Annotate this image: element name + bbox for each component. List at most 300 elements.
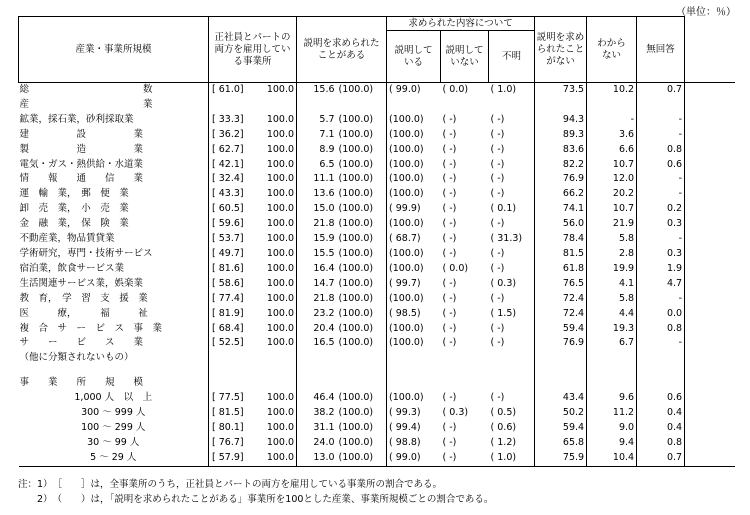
- cell-c5: ( 68.7): [389, 233, 421, 245]
- cell-c10: -: [637, 232, 685, 247]
- row-label: 不動産業，物品賃貸業: [19, 232, 209, 247]
- cell-c2: 100.0: [249, 83, 297, 98]
- cell-c4: [337, 376, 387, 391]
- cell-c9: 6.6: [587, 143, 637, 158]
- cell-c10: 0.8: [637, 436, 685, 451]
- cell-c10: -: [637, 187, 685, 202]
- cell-c5: ( 99.4): [389, 421, 421, 433]
- cell-c10: -: [637, 292, 685, 307]
- cell-c2: 100.0: [249, 158, 297, 173]
- cell-c9: 5.8: [587, 232, 637, 247]
- table-row: [19, 322, 735, 337]
- cell-c5: ( 99.7): [389, 277, 421, 289]
- cell-c4: (100.0): [337, 172, 387, 187]
- table-row: [19, 128, 735, 143]
- cell-c1: [ 53.7]: [212, 233, 244, 245]
- cell-c1: [ 81.6]: [212, 262, 244, 274]
- cell-pad: [685, 391, 735, 406]
- cell-c2: 100.0: [249, 421, 297, 436]
- cell-c10: -: [637, 172, 685, 187]
- cell-c5: (100.0): [389, 188, 424, 200]
- cell-c7: ( -): [489, 143, 535, 158]
- cell-c7: ( -): [489, 247, 535, 262]
- cell-c7: ( -): [489, 336, 535, 351]
- table-row: [19, 277, 735, 292]
- row-label: 情 報 通 信 業: [19, 172, 209, 187]
- cell-pad: [685, 128, 735, 143]
- cell-c4: (100.0): [337, 247, 387, 262]
- cell-c1: [ 62.7]: [212, 143, 244, 155]
- cell-c5: (100.0): [389, 113, 424, 125]
- cell-c5: ( 98.8): [389, 436, 421, 448]
- cell-c10: -: [637, 128, 685, 143]
- cell-c5: (100.0): [389, 158, 424, 170]
- cell-c10: 0.3: [637, 217, 685, 232]
- cell-c9: 5.8: [587, 292, 637, 307]
- cell-c7: ( -): [489, 391, 535, 406]
- cell-c5: (100.0): [389, 128, 424, 140]
- cell-pad: [685, 158, 735, 173]
- table-row: [19, 202, 735, 217]
- cell-c6: ( -): [442, 337, 457, 349]
- table-row: [19, 351, 735, 366]
- cell-c6: ( -): [442, 233, 457, 245]
- cell-c5: ( 99.0): [387, 451, 441, 466]
- row-label: 30 ～ 99 人: [19, 436, 209, 451]
- cell-c5: (100.0): [389, 143, 424, 155]
- cell-c4: (100.0): [337, 391, 387, 406]
- cell-c5: [387, 351, 441, 366]
- cell-c1: [ 49.7]: [212, 247, 244, 259]
- cell-c6: ( 0.3): [442, 407, 469, 419]
- footnote-2: 2） （ ）は，「説明を求められたことがある」事業所を100とした産業、事業所規模ごとの割合である。: [18, 494, 494, 505]
- table-row: [19, 391, 735, 406]
- cell-c1: [ 57.9]: [209, 451, 249, 466]
- cell-c7: ( 1.0): [489, 451, 535, 466]
- cell-c3: 23.2: [313, 307, 335, 319]
- cell-pad: [685, 436, 735, 451]
- cell-c4: (100.0): [337, 217, 387, 232]
- cell-c2: 100.0: [249, 406, 297, 421]
- cell-c1: [209, 98, 249, 113]
- cell-c4: [337, 351, 387, 366]
- cell-c5: (100.0): [389, 262, 424, 274]
- cell-c8: 81.5: [535, 247, 587, 262]
- cell-pad: [685, 98, 735, 113]
- cell-c3: 21.8: [313, 292, 335, 304]
- header-not-explained: 説明していない: [441, 31, 489, 83]
- cell-c8: 66.2: [535, 187, 587, 202]
- cell-c1: [ 52.5]: [212, 337, 244, 349]
- cell-c10: 0.2: [637, 202, 685, 217]
- cell-pad: [685, 113, 735, 128]
- row-label: 運 輸 業， 郵 便 業: [19, 187, 209, 202]
- cell-pad: [685, 376, 735, 391]
- cell-c2: 100.0: [249, 336, 297, 351]
- cell-c7: ( 1.0): [489, 83, 535, 98]
- cell-c2: 100.0: [249, 391, 297, 406]
- header-category: 産業・事業所規模: [19, 17, 209, 83]
- cell-c3: 7.1: [319, 128, 335, 140]
- row-label: サ ー ビ ス 業: [19, 336, 209, 351]
- row-label: 300 ～ 999 人: [19, 406, 209, 421]
- cell-c4: (100.0): [337, 292, 387, 307]
- row-label: 総 数: [19, 83, 209, 98]
- cell-pad: [685, 277, 735, 292]
- cell-c9: 11.2: [587, 406, 637, 421]
- cell-c4: (100.0): [337, 232, 387, 247]
- row-label: 5 ～ 29 人: [19, 451, 209, 466]
- table-row: [19, 187, 735, 202]
- cell-c8: 73.5: [535, 83, 587, 98]
- cell-c6: ( -): [441, 451, 489, 466]
- row-label: 産 業: [19, 98, 209, 113]
- cell-c8: [535, 351, 587, 366]
- cell-pad: [685, 262, 735, 277]
- cell-c6: ( -): [442, 203, 457, 215]
- cell-c2: 100.0: [249, 232, 297, 247]
- row-label: （他に分類されないもの）: [19, 351, 209, 366]
- cell-c9: 20.2: [587, 187, 637, 202]
- cell-c5: (100.0): [389, 322, 424, 334]
- table-row: [19, 262, 735, 277]
- cell-c7: ( 0.6): [489, 421, 535, 436]
- cell-c4: (100.0): [337, 277, 387, 292]
- cell-c2: 100.0: [249, 202, 297, 217]
- row-label: 卸 売 業， 小 売 業: [19, 202, 209, 217]
- cell-c2: 100.0: [249, 128, 297, 143]
- cell-c7: ( -): [489, 158, 535, 173]
- cell-c3: 46.4: [313, 392, 335, 404]
- cell-c9: 10.2: [587, 83, 637, 98]
- cell-pad: [685, 202, 735, 217]
- cell-c3: 5.7: [319, 113, 335, 125]
- cell-c8: 59.4: [535, 322, 587, 337]
- cell-c8: [535, 376, 587, 391]
- cell-c3: 24.0: [313, 436, 335, 448]
- row-label: 生活関連サービス業，娯楽業: [19, 277, 209, 292]
- cell-c7: ( -): [489, 187, 535, 202]
- cell-c6: ( -): [442, 322, 457, 334]
- cell-c9: [587, 98, 637, 113]
- cell-c10: 1.9: [637, 262, 685, 277]
- table-row: [19, 232, 735, 247]
- cell-c3: 38.2: [313, 407, 335, 419]
- cell-c9: 3.6: [587, 128, 637, 143]
- header-no-answer: 無回答: [637, 17, 685, 83]
- row-label: 鉱業，採石業，砂利採取業: [19, 113, 209, 128]
- cell-c4: (100.0): [337, 336, 387, 351]
- cell-c8: 83.6: [535, 143, 587, 158]
- cell-pad: [685, 217, 735, 232]
- cell-c8: 59.4: [535, 421, 587, 436]
- cell-c1: [ 81.9]: [212, 307, 244, 319]
- cell-c4: (100.0): [337, 187, 387, 202]
- cell-c5: (100.0): [389, 292, 424, 304]
- cell-c2: 100.0: [249, 307, 297, 322]
- cell-c8: 82.2: [535, 158, 587, 173]
- cell-c10: 0.8: [637, 143, 685, 158]
- cell-c2: 100.0: [249, 172, 297, 187]
- header-explained: 説明している: [387, 31, 441, 83]
- row-label: 教 育， 学 習 支 援 業: [19, 292, 209, 307]
- header-asked-contents: 求められた内容について: [387, 17, 535, 31]
- header-asked: 説明を求められたことがある: [297, 17, 387, 83]
- cell-c10: [637, 351, 685, 366]
- cell-c9: 4.1: [587, 277, 637, 292]
- table-row: [19, 307, 735, 322]
- cell-c8: 89.3: [535, 128, 587, 143]
- cell-c4: (100.0): [337, 113, 387, 128]
- cell-c4: (100.0): [337, 158, 387, 173]
- cell-c9: 9.0: [587, 421, 637, 436]
- cell-c2: 100.0: [249, 187, 297, 202]
- cell-c4: [337, 98, 387, 113]
- cell-c6: ( -): [442, 128, 457, 140]
- cell-c6: ( -): [442, 247, 457, 259]
- cell-c8: 61.8: [535, 262, 587, 277]
- cell-pad: [685, 232, 735, 247]
- cell-c1: [209, 351, 249, 366]
- cell-c6: ( 0.0): [442, 262, 469, 274]
- cell-c4: (100.0): [337, 143, 387, 158]
- cell-c7: ( 0.5): [489, 406, 535, 421]
- cell-c8: 76.9: [535, 336, 587, 351]
- cell-c2: [249, 98, 297, 113]
- cell-c6: ( -): [442, 188, 457, 200]
- cell-pad: [685, 351, 735, 366]
- cell-c6: ( -): [442, 421, 457, 433]
- cell-c6: ( 0.0): [441, 83, 489, 98]
- table-row: [19, 143, 735, 158]
- cell-c6: ( -): [442, 173, 457, 185]
- cell-c1: [209, 376, 249, 391]
- cell-pad: [685, 322, 735, 337]
- cell-c3: 14.7: [313, 277, 335, 289]
- cell-c7: ( -): [489, 113, 535, 128]
- cell-c2: 100.0: [249, 143, 297, 158]
- cell-c4: (100.0): [337, 262, 387, 277]
- cell-c2: 100.0: [249, 262, 297, 277]
- cell-c7: ( -): [489, 322, 535, 337]
- table-row: [19, 451, 735, 466]
- cell-c8: 50.2: [535, 406, 587, 421]
- cell-c7: ( -): [489, 262, 535, 277]
- cell-c1: [ 76.7]: [212, 436, 244, 448]
- cell-c4: (100.0): [337, 436, 387, 451]
- cell-pad: [685, 143, 735, 158]
- cell-c1: [ 61.0]: [209, 83, 249, 98]
- cell-c3: 16.5: [313, 337, 335, 349]
- cell-c5: (100.0): [389, 337, 424, 349]
- cell-c4: (100.0): [337, 451, 387, 466]
- cell-c10: [637, 376, 685, 391]
- cell-c3: 16.4: [313, 262, 335, 274]
- cell-pad: [685, 406, 735, 421]
- cell-c8: 75.9: [535, 451, 587, 466]
- footnotes: [18, 477, 493, 507]
- cell-c8: 56.0: [535, 217, 587, 232]
- cell-c9: [587, 351, 637, 366]
- cell-c9: [587, 376, 637, 391]
- cell-c2: [249, 376, 297, 391]
- cell-pad: [685, 292, 735, 307]
- cell-c8: 65.8: [535, 436, 587, 451]
- cell-c6: [441, 98, 489, 113]
- cell-c5: ( 99.9): [389, 203, 421, 215]
- cell-c9: 12.0: [587, 172, 637, 187]
- survey-table: [18, 16, 735, 467]
- cell-c7: ( -): [489, 172, 535, 187]
- table-row: [19, 421, 735, 436]
- cell-c3: 21.8: [313, 218, 335, 230]
- cell-c1: [ 42.1]: [212, 158, 244, 170]
- cell-c1: [ 36.2]: [212, 128, 244, 140]
- cell-c2: 100.0: [249, 292, 297, 307]
- cell-c3: 20.4: [313, 322, 335, 334]
- footnote-1: 注：1） ［ ］は，全事業所のうち，正社員とパートの両方を雇用している事業所の割合である。: [18, 479, 443, 490]
- cell-c10: 0.6: [637, 391, 685, 406]
- cell-c4: (100.0): [337, 322, 387, 337]
- cell-c10: 0.4: [637, 421, 685, 436]
- cell-pad: [685, 421, 735, 436]
- cell-c5: (100.0): [389, 247, 424, 259]
- cell-c3: [297, 98, 337, 113]
- table-row: [19, 376, 735, 391]
- cell-c7: ( 0.1): [489, 202, 535, 217]
- cell-c10: [637, 98, 685, 113]
- cell-c9: 10.4: [587, 451, 637, 466]
- cell-c10: 0.3: [637, 247, 685, 262]
- cell-c1: [ 80.1]: [212, 421, 244, 433]
- table-row: [19, 217, 735, 232]
- cell-pad: [685, 307, 735, 322]
- cell-c5: ( 99.3): [389, 407, 421, 419]
- cell-c5: (100.0): [389, 218, 424, 230]
- cell-c4: (100.0): [337, 83, 387, 98]
- row-label: 金 融 業， 保 険 業: [19, 217, 209, 232]
- cell-c3: 13.6: [313, 188, 335, 200]
- cell-c8: [535, 98, 587, 113]
- cell-c9: 19.9: [587, 262, 637, 277]
- cell-c8: 72.4: [535, 307, 587, 322]
- cell-c7: [489, 351, 535, 366]
- unit-label: （単位：％）: [676, 7, 736, 18]
- cell-c3: 31.1: [313, 421, 335, 433]
- cell-c4: (100.0): [337, 307, 387, 322]
- cell-c6: ( -): [442, 307, 457, 319]
- table-row: [19, 247, 735, 262]
- cell-c2: 100.0: [249, 436, 297, 451]
- row-label: 医 療， 福 祉: [19, 307, 209, 322]
- cell-c6: ( -): [442, 218, 457, 230]
- cell-c2: 100.0: [249, 217, 297, 232]
- cell-c2: 100.0: [249, 451, 297, 466]
- cell-c9: 21.9: [587, 217, 637, 232]
- table-row: [19, 336, 735, 351]
- cell-c4: (100.0): [337, 421, 387, 436]
- cell-c3: [297, 351, 337, 366]
- cell-c2: 100.0: [249, 247, 297, 262]
- cell-c7: ( 1.2): [489, 436, 535, 451]
- cell-c3: 15.6: [297, 83, 337, 98]
- cell-c3: 6.5: [319, 158, 335, 170]
- cell-c10: 0.4: [637, 406, 685, 421]
- cell-c10: -: [637, 336, 685, 351]
- row-label: 学術研究，専門・技術サービス: [19, 247, 209, 262]
- cell-c10: -: [637, 113, 685, 128]
- cell-c10: 0.0: [637, 307, 685, 322]
- cell-c4: (100.0): [337, 128, 387, 143]
- cell-c6: ( -): [442, 436, 457, 448]
- cell-c9: 2.8: [587, 247, 637, 262]
- cell-c6: ( -): [442, 277, 457, 289]
- row-label: 宿泊業，飲食サービス業: [19, 262, 209, 277]
- cell-c3: 8.9: [319, 143, 335, 155]
- header-dont-know: わからない: [587, 17, 637, 83]
- cell-c1: [ 60.5]: [212, 203, 244, 215]
- cell-c10: 4.7: [637, 277, 685, 292]
- cell-c5: (100.0): [389, 173, 424, 185]
- cell-c6: ( -): [442, 292, 457, 304]
- row-label: 建 設 業: [19, 128, 209, 143]
- row-label: 電気・ガス・熱供給・水道業: [19, 158, 209, 173]
- cell-c2: [249, 351, 297, 366]
- cell-c3: 13.0: [297, 451, 337, 466]
- header-not-asked: 説明を求められたことがない: [535, 17, 587, 83]
- cell-c6: ( -): [442, 158, 457, 170]
- cell-c8: 43.4: [535, 391, 587, 406]
- cell-c9: 9.6: [587, 391, 637, 406]
- cell-c8: 76.5: [535, 277, 587, 292]
- cell-c7: ( -): [489, 217, 535, 232]
- cell-c1: [ 81.5]: [212, 407, 244, 419]
- cell-c7: [489, 376, 535, 391]
- cell-c4: (100.0): [337, 406, 387, 421]
- cell-c9: 9.4: [587, 436, 637, 451]
- cell-c5: ( 98.5): [389, 307, 421, 319]
- cell-c8: 74.1: [535, 202, 587, 217]
- cell-c1: [ 58.6]: [212, 277, 244, 289]
- cell-c4: (100.0): [337, 202, 387, 217]
- cell-c7: ( -): [489, 128, 535, 143]
- cell-c3: 11.1: [313, 173, 335, 185]
- cell-c1: [ 77.5]: [212, 392, 244, 404]
- cell-c7: [489, 98, 535, 113]
- cell-pad: [685, 83, 735, 98]
- row-label: 事 業 所 規 模: [19, 376, 209, 391]
- cell-c9: 10.7: [587, 158, 637, 173]
- table-row: [19, 83, 735, 98]
- cell-c3: 15.5: [313, 247, 335, 259]
- cell-c6: [441, 376, 489, 391]
- cell-c3: 15.9: [313, 233, 335, 245]
- cell-c8: 72.4: [535, 292, 587, 307]
- cell-pad: [685, 247, 735, 262]
- cell-pad: [685, 451, 735, 466]
- table-row: [19, 158, 735, 173]
- table-row: [19, 436, 735, 451]
- cell-c1: [ 33.3]: [212, 113, 244, 125]
- cell-c6: [441, 351, 489, 366]
- cell-c6: ( -): [442, 392, 457, 404]
- cell-c7: ( 1.5): [489, 307, 535, 322]
- cell-c3: [297, 376, 337, 391]
- header-unknown: 不明: [489, 31, 535, 83]
- cell-c1: [ 59.6]: [212, 218, 244, 230]
- cell-c10: 0.7: [637, 451, 685, 466]
- cell-c10: 0.6: [637, 158, 685, 173]
